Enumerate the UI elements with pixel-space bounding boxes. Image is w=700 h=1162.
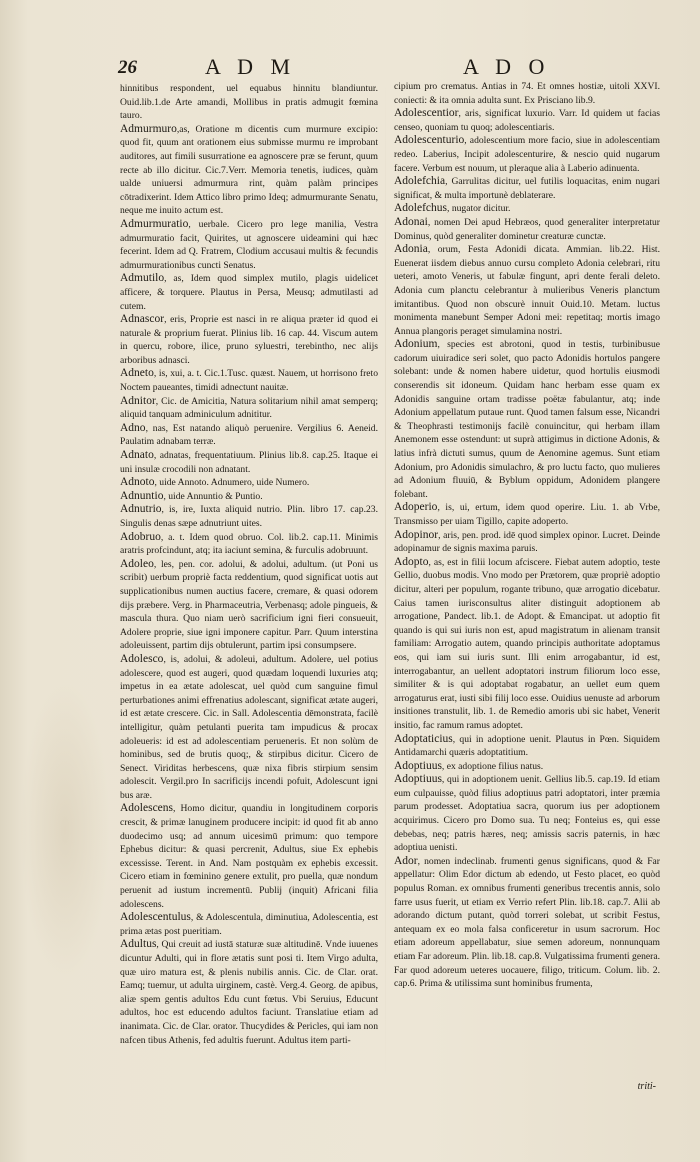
- dictionary-entry: [120, 558, 378, 653]
- dictionary-entry: [394, 243, 660, 338]
- dictionary-entry: [120, 476, 378, 490]
- entry-text: , is, adolui, & adoleui, adultum. Adolere, uel potius adolescere, quod est augeri, quod quædam loquendi luxuries atq; impetus in ea ætate adolescat, uel quòd cum sanguine fimul perturbationes animi effrenatius adolescant, significat ætate augeri, id est ætate crescere. Cic. in Sall. Adolescentia dēmonstrata, facilè intelligitur, quàm petulanti puerita tam impudicus & procax adoleueris: id est ad adolescentiam perueneris. Et non solùm de hominibus, sed de brutis quoq;, & stirpibus dicitur. Cicero de Senect. Viriditas herbescens, quæ nixa fibris stirpium sensim adolescit. Vergil.pro In sacrificijs incendi pofuit, Adolescunt igni bus aræ.: [120, 653, 378, 801]
- entry-headword: Adolesco: [120, 652, 164, 665]
- dictionary-entry: [120, 449, 378, 476]
- entry-text: , a. t. Idem quod obruo. Col. lib.2. cap.11. Minimis aratris profcindunt, atq; ita iaciunt semina, & furculis adobruunt.: [120, 531, 378, 557]
- dictionary-entry: [120, 531, 378, 558]
- entry-text: , nas, Est natando aliquò peruenire. Vergilius 6. Aeneid. Paulatim adnabam terræ.: [120, 422, 378, 448]
- dictionary-entry: [394, 134, 660, 175]
- entry-text: , nugator dicitur.: [447, 203, 511, 215]
- dictionary-entry: [120, 123, 378, 218]
- entry-text: , adnatas, frequentatiuum. Plinius lib.8. cap.25. Itaque ei uni insulæ crocodili non adnatant.: [120, 450, 378, 475]
- entry-headword: Admurmuro: [120, 122, 177, 135]
- entry-headword: Adnoto: [120, 476, 155, 489]
- running-head-right: A D O: [463, 54, 551, 79]
- entry-text: , uide Annoto. Adnumero, uide Numero.: [154, 477, 310, 489]
- dictionary-entry: [120, 367, 378, 394]
- catchword: triti-: [637, 1081, 656, 1092]
- dictionary-entry: [394, 855, 660, 991]
- dictionary-entry: [394, 733, 660, 760]
- entry-text: , ex adoptione filius natus.: [441, 760, 544, 772]
- entry-text: hinnitibus respondent, uel equabus hinnitu blandiuntur. Ouid.lib.1.de Arte amandi, Mollibus in pratis admugit fœmina tauro.: [120, 83, 378, 122]
- entry-text: , orum, Festa Adonidi dicata. Ammian. lib.22. Hist. Euenerat iisdem diebus annuo cursu completo Adonia celebrari, ritu ueteri, amoto Veneris, ut fabulæ fingunt, apri dente ferali deleto. Adonia cum planctu celebrantur à mulieribus Veneris planctum imitantibus. Quod non obscurè innuit Ouid.10. Metam. luctus monimenta manebunt Semper Adoni mei: repetitaq; mortis imago Annua plangoris peraget simulamina nostri.: [394, 244, 660, 337]
- dictionary-entry: [120, 313, 378, 367]
- entry-headword: Adultus: [120, 938, 157, 951]
- dictionary-entry: [394, 80, 660, 107]
- entry-headword: Adolescentulus: [120, 911, 191, 924]
- dictionary-entry: [394, 501, 660, 528]
- entry-headword: Adno: [120, 421, 146, 434]
- dictionary-entry: [120, 653, 378, 803]
- dictionary-entry: [394, 529, 660, 556]
- entry-headword: Adoptiuus: [394, 759, 442, 772]
- dictionary-entry: [394, 202, 660, 216]
- dictionary-entry: [120, 490, 378, 504]
- running-head-left: A D M: [205, 54, 297, 79]
- entry-headword: Adnascor: [120, 313, 165, 326]
- entry-text: , aris, pen. prod. idē quod simplex opinor. Lucret. Deinde adopinamur de signis maxima paruis.: [394, 529, 660, 555]
- entry-text: , is, ui, ertum, idem quod operire. Liu. 1. ab Vrbe, Transmisso per uiam Tigillo, capite adoperto.: [394, 502, 660, 527]
- entry-text: , is, xui, a. t. Cic.1.Tusc. quæst. Nauem, ut horrisono freto Noctem paueantes, timidi adnectunt nauitæ.: [120, 368, 378, 394]
- entry-headword: Adobruo: [120, 530, 161, 543]
- entry-headword: Adnitor: [120, 394, 156, 407]
- entry-headword: Adopinor: [394, 528, 439, 541]
- entry-text: , Garrulitas dicitur, uel futilis loquacitas, enim nugari significat, & multa importunè deblaterare.: [394, 176, 660, 201]
- entry-text: , nomen Dei apud Hebræos, quod generaliter interpretatur Dominus, quòd generaliter dominetur creaturæ cunctæ.: [394, 216, 660, 242]
- entry-text: , qui in adoptione uenit. Plautus in Pœn. Siquidem Antidamarchi quæris adoptatitium.: [394, 733, 660, 759]
- entry-text: cipium pro crematus. Antias in 74. Et omnes hostiæ, uitoli XXVI. coniecti: & ita omnia adulta sunt. Ex Prisciano lib.9.: [394, 81, 660, 106]
- entry-text: , Homo dicitur, quandiu in longitudinem corporis crescit, & primæ lanuginem producere incipit: id quod fit ab anno duodecimo usq; ad annum uicesimū primum: quo tempore Ephebus dicitur: & quasi percrenit, Adultus, siue Ex ephebis excessisse. Terent. in And. Nam postquàm ex ephebis excessit. Cicero etiam in fœminino genere extulit, pro puella, quæ nondum peruenit ad iustum incrementū. Publij (inquit) Africani filia adolescens.: [120, 803, 378, 910]
- right-text-column: [394, 80, 660, 1080]
- dictionary-entry: [394, 760, 660, 774]
- dictionary-entry: [394, 216, 660, 243]
- entry-headword: Adonia: [394, 243, 428, 256]
- entry-headword: Admutilo: [120, 272, 165, 285]
- entry-text: , les, pen. cor. adolui, & adolui, adultum. (ut Poni us scribit) uerbum propriè facta reddentium, quod significat uotis aut supplicationibus numen auctius facere, cremare, & quasi odorem dijs præbere. Verg. in Pharmaceutria, Verbenasq; adole pingueis, & mascula thura. Quo niam uerò sacrificium igni fieri consueuit, Adolere proprie, siue igni imponere capitur. Parr. Quum interstina adoleuissent, partim dijs obtulerunt, partim ipsi consumpsere.: [120, 558, 378, 652]
- dictionary-entry: [394, 338, 660, 501]
- entry-text: , uerbale. Cicero pro lege manilia, Vestra admurmuratio facit, Quirites, ut agnoscere uideamini qui hæc fecerint. Idem ad Q. Fratrem, Clodium accusaui multis & fecundis admurmurationibus cuncti Senatus.: [120, 218, 378, 271]
- entry-text: , uide Annuntio & Puntio.: [163, 490, 263, 502]
- column-gutter: [385, 80, 386, 1080]
- entry-headword: Adnuntio: [120, 489, 164, 502]
- dictionary-entry: [394, 175, 660, 202]
- entry-headword: Adneto: [120, 367, 154, 380]
- dictionary-entry: [120, 802, 378, 911]
- entry-headword: Adoleo: [120, 557, 154, 570]
- entry-text: , is, ire, Iuxta aliquid nutrio. Plin. libro 17. cap.23. Singulis denas sæpe adnutriunt uites.: [120, 504, 378, 529]
- dictionary-entry: [120, 422, 378, 449]
- dictionary-entry: [120, 218, 378, 272]
- entry-text: , eris, Proprie est nasci in re aliqua præter id quod ei naturale & proprium fuerat. Plinius lib. 16 cap. 44. Viscum autem in quercu, robore, ilice, pruno syluestri, terebintho, nec alijs arboribus adnasci.: [120, 314, 378, 366]
- entry-text: , adolescentium more facio, siue in adolescentiam redeo. Laberius, Incipit adolescenturire, & nescio quid nugarum facere. Verbum est nouum, ut pleraque alia à Laberio adinuenta.: [394, 135, 660, 174]
- entry-headword: Adonium: [394, 338, 438, 351]
- dictionary-entry: [120, 938, 378, 1047]
- entry-headword: Adolescentior: [394, 107, 459, 120]
- entry-text: , & Adolescentula, diminutiua, Adolescentia, est prima ætas post pueritiam.: [120, 912, 378, 937]
- entry-headword: Adoptaticius: [394, 732, 453, 745]
- dictionary-entry: [394, 107, 660, 134]
- entry-text: , aris, significat luxurio. Varr. Id quidem ut facias censeo, quoniam tu quoq; adolescentiaris.: [394, 108, 660, 133]
- entry-text: ,as, Oratione m dicentis cum murmure excipio: quod fit, quum ant orationem eius submisse murmu re improbant auditores, aut fimili susurratione ea agnoscere præ se ferunt, quum recte ab illo dicitur. Cic.7.Verr. Memoria tenetis, iudices, quàm ualde uniuersi admurmura rint, quàm palàm principes cōtradixerint. Idem Attico libro primo Ideq; admurmurante Senatu, neque me inuito actum est.: [120, 123, 378, 217]
- entry-headword: Ador: [394, 854, 418, 867]
- entry-headword: Admurmuratio: [120, 217, 189, 230]
- dictionary-entry: [394, 773, 660, 855]
- page-header: [0, 52, 700, 82]
- entry-headword: Adopto: [394, 555, 429, 568]
- entry-headword: Adoptiuus: [394, 773, 442, 786]
- entry-headword: Adoperio: [394, 501, 438, 514]
- dictionary-entry: [394, 556, 660, 733]
- dictionary-entry: [120, 911, 378, 938]
- entry-text: , as, est in filii locum afciscere. Fiebat autem adoptio, teste Gellio, duobus modis. Vno modo per Prætorem, quæ propriè adoptio dicitur, alteri per populum, rogante tribuno, quæ arrogatio dicebatur. Caius tamen iurisconsultus aliter distinguit adoptionem ab arrogatione, Pandect. lib.1. de Adopt. & Emancipat. ut adoptio fit quando is qui sui iuris non est, apud magistratum in alienam transit familiam: Arrogatio autem, quando principis authoritate adoptamus eos, qui iam sui iuris sunt. Illi enim arrogabantur, id est, interrogabantur, an uellent adoptatori instrum filiorum loco esse, similiter & is qui adoptabat rogabatur, an uellet eum quem arrogaturus erat, iusti sibi filij loco esse. Ouidius uenuste ad arborum insitiones transtulit, lib. 1. de Remedio amoris ubi sic habet, Venerit insitio, fac ramum ramus adoptet.: [394, 556, 660, 731]
- entry-headword: Adolescenturio: [394, 134, 465, 147]
- entry-text: , species est abrotoni, quod in testis, turbinibusue cadorum uiuiradice seri solet, quo pacto Adonidis hortulos pangere solebant: unde & nomen habere uidetur, quod hortulis eiusmodi conserendis sit idoneum. Quidam hanc herbam esse quam ex Adonidis sanguine ortam tradisse poëtæ fabulantur, atq; inde Adonium appellatum putaue runt. Quod tamen falsum esse, Nicandri & Theophrasti testimonijs facilè conuincitur, qui herbam illam Anemonem esse ostendunt: ut suprà attigimus in dictione Adonis, & latius infrà dictuti sumus, quum de Aenomine agemus. Sunt etiam Adonium, pro Adonidis simulachro, & pro luctu facto, quo mulieres ad Adonium fluuiū, & Byblum oppidum, Adonidem plangere folebant.: [394, 339, 660, 500]
- entry-text: , nomen indeclinab. frumenti genus significans, quod & Far appellatur: Olim Edor dictum ab edendo, ut Festo placet, eo quòd populus Roman. ex omnibus frumenti generibus trecentis annis, solo farre usus fuerit, ut etiam ex Verrio refert Plin. lib.18. cap.7. Alii ab adorando dictum putant, quòd torreri solebat, ut scribit Festus, antequam ex eo mola falsa conficeretur in usum sacrorum. Hoc etiam adoreum appellabatur, siue semen adoreum, nonnunquam etiam Far adoreum. Plin. lib.18. cap.8. Vulgatissima frumenti genera. Far quod adoreum ueteres uocauere, filigo, triticum. Colum. lib. 2. cap.6. Prima & utilissima sunt hominibus frumenta,: [394, 855, 660, 990]
- entry-headword: Adonai: [394, 215, 428, 228]
- entry-text: , qui in adoptionem uenit. Gellius lib.5. cap.19. Id etiam eum culpauisse, quòd filius adoptiuus patri adoptatori, inter præmia parum prodesset. Adoptatiua sacra, quorum ius per adoptionem acquirimus. Cicero pro Domo sua. Tu neq; Fonteius es, qui esse debebas, neq; patris hæres, neq; amissis sacris paternis, in hæc adoptiua uenisti.: [394, 774, 660, 854]
- entry-headword: Adolescens: [120, 802, 174, 815]
- entry-headword: Adnutrio: [120, 503, 162, 516]
- dictionary-entry: [120, 395, 378, 422]
- entry-text: , Qui creuit ad iustā staturæ suæ altitudinē. Vnde iuuenes dicuntur Adulti, qui in flore ætatis sunt posi ti. Item Virgo adulta, quæ uiro matura est, & plenis nubilis annis. Cic. de Clar. orat. Eamq; tuemur, ut adulta uirginem, castè. Verg.4. Georg. de apibus, aliæ spem gentis adultos Edu cunt fœtus. Vbi Seruius, Educunt adultos, hoc est educendo adultos faciunt. Translatiue etiam ad inanimata. Cic. de Clar. orator. Thucydides & Pericles, qui iam non nafcen tibus Athenis, fed adultis fuerunt. Adultus item parti-: [120, 939, 378, 1046]
- page-number: 26: [118, 57, 137, 78]
- entry-text: , Cic. de Amicitia, Natura solitarium nihil amat semperq; aliquid tanquam adminiculum adnititur.: [120, 395, 378, 421]
- entry-headword: Adnato: [120, 449, 154, 462]
- entry-headword: Adolefchia: [394, 175, 446, 188]
- entry-headword: Adolefchus: [394, 202, 448, 215]
- paper-stain: [20, 680, 110, 980]
- dictionary-entry: [120, 82, 378, 123]
- dictionary-entry: [120, 272, 378, 313]
- dictionary-entry: [120, 503, 378, 530]
- entry-text: , as, Idem quod simplex mutilo, plagis uidelicet afficere, & torquere. Plautus in Persa, Meusq; admutilasti ad cutem.: [120, 273, 378, 312]
- left-text-column: [120, 82, 378, 1082]
